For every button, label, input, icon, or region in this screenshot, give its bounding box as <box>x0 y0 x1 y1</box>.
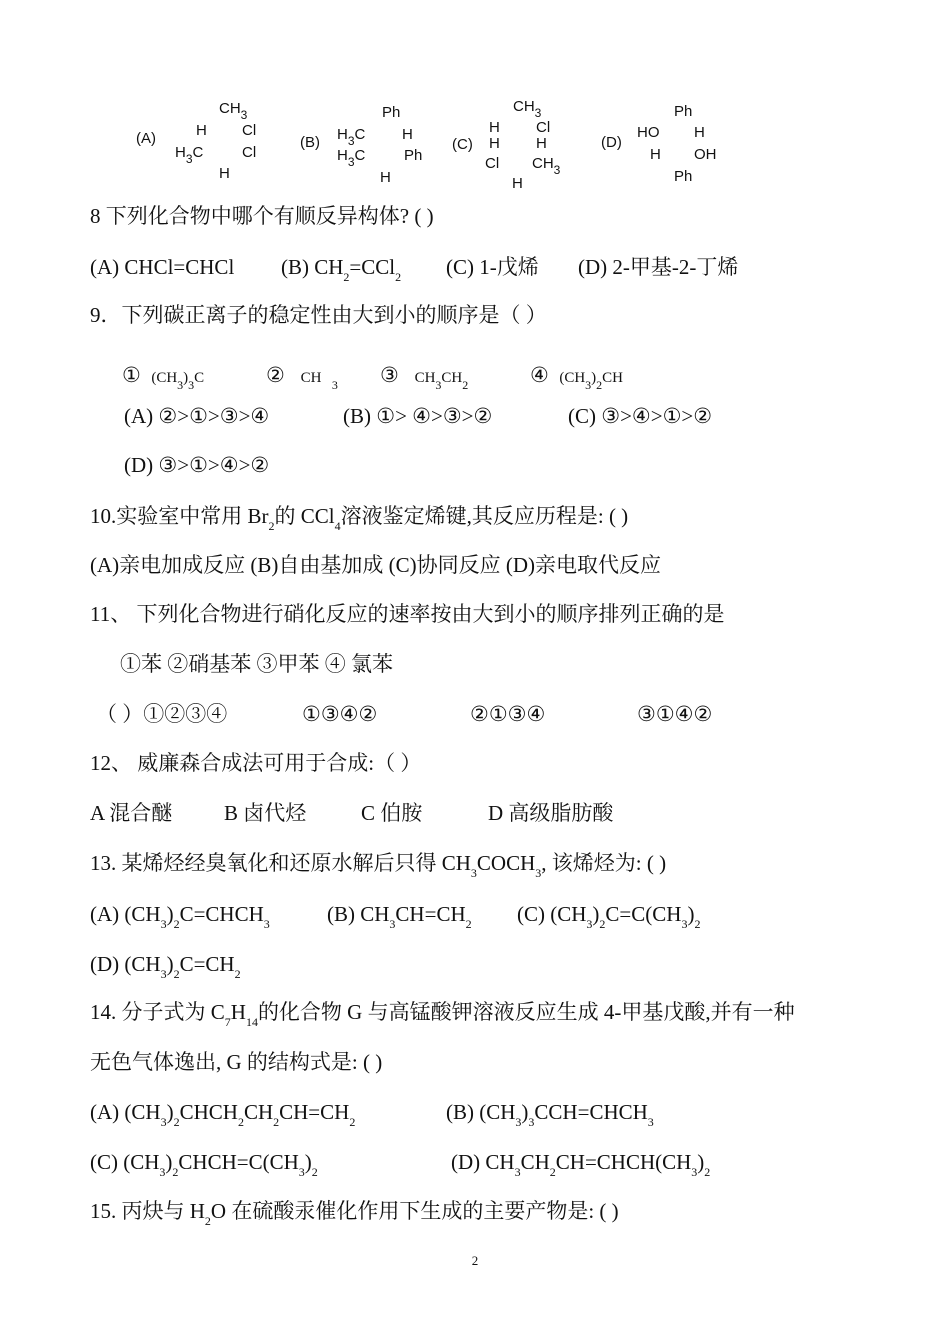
q10-stem: 10.实验室中常用 $Br_2$的 CCl$_4$溶液鉴定烯键,其反应历程是: ( ) <box>90 504 629 533</box>
q11-option-1: （ ）①②③④ <box>96 702 228 726</box>
structure-text: H <box>219 165 230 182</box>
structure-text: $H_3C$ <box>175 144 204 166</box>
q9-option-d: (D) ③>①>④>② <box>124 453 270 477</box>
q9-option-a: (A) ②>①>③>④ <box>124 404 270 428</box>
q8-option-a: (A) CHCl=CHCl <box>90 255 235 279</box>
structure-text: $CH_3$ <box>513 98 542 120</box>
structure-text: H <box>489 135 500 152</box>
q8-option-d: (D) 2-甲基-2-丁烯 <box>578 255 739 279</box>
structure-text: H <box>536 135 547 152</box>
q14-option-d: (D) $CH_3CH_2CH=CHCH(CH_3)_2$ <box>451 1150 711 1179</box>
q12-option-c: C 伯胺 <box>361 801 423 825</box>
structure-text: Ph <box>674 168 693 185</box>
q8-option-b: (B) $CH_2=CCl_2$ <box>281 255 402 284</box>
q13-option-d: (D) $(CH_3)_2C=CH_2$ <box>90 952 241 981</box>
q11-option-4: ③①④② <box>637 702 713 726</box>
option-label: (C) <box>452 136 473 153</box>
q13-option-b: (B) $CH_3CH=CH_2$ <box>327 902 472 931</box>
q11-stem: 11、 下列化合物进行硝化反应的速率按由大到小的顺序排列正确的是 <box>90 602 725 626</box>
q14-option-b: (B) $(CH_3)_3CCH=CHCH_3$ <box>446 1100 654 1129</box>
q9-option-b: (B) ①> ④>③>② <box>343 404 493 428</box>
q12-option-d: D 高级脂肪酸 <box>488 801 614 825</box>
q9-option-c: (C) ③>④>①>② <box>568 404 713 428</box>
q11-option-3: ②①③④ <box>470 702 546 726</box>
q14-option-a: (A) $(CH_3)_2CHCH_2CH_2CH=CH_2$ <box>90 1100 356 1129</box>
option-label: (D) <box>601 134 622 151</box>
structure-text: $H_3C$ <box>337 147 366 169</box>
structure-text: H <box>402 126 413 143</box>
q13-stem: 13. 某烯烃经臭氧化和还原水解后只得 $CH_3COCH_3$, 该烯烃为: ( ) <box>90 851 667 880</box>
q9-stem: 9．下列碳正离子的稳定性由大到小的顺序是（ ） <box>90 303 547 327</box>
q12-option-b: B 卤代烃 <box>224 801 307 825</box>
structure-text: Ph <box>674 103 693 120</box>
structure-text: Cl <box>536 119 551 136</box>
option-label: (B) <box>300 134 320 151</box>
q8-option-c: (C) 1-戊烯 <box>446 255 539 279</box>
q14-stem-line1: 14. 分子式为 $C_7H_{14}$的化合物 G 与高锰酸钾溶液反应生成 4-甲基戊酸,并有一种 <box>90 1000 795 1029</box>
q14-option-c: (C) $(CH_3)_2CHCH=C(CH_3)_2$ <box>90 1150 318 1179</box>
q13-option-c: (C) $(CH_3)_2C=C(CH_3)_2$ <box>517 902 701 931</box>
q15-stem: 15. 丙炔与 $H_2O$ 在硫酸汞催化作用下生成的主要产物是: ( ) <box>90 1199 619 1228</box>
q9-cation-1: ① $(CH_3)_3C$ <box>122 363 205 392</box>
structure-text: Ph <box>404 147 423 164</box>
structure-text: Cl <box>485 155 500 172</box>
q13-option-a: (A) $(CH_3)_2C=CHCH_3$ <box>90 902 270 931</box>
q12-option-a: A 混合醚 <box>90 801 173 825</box>
structure-text: $CH_3$ <box>219 100 248 122</box>
structure-text: H <box>380 169 391 186</box>
option-label: (A) <box>136 130 156 147</box>
q8-stem: 8 下列化合物中哪个有顺反异构体? ( ) <box>90 204 434 228</box>
q9-cation-3: ③ $CH_3CH_2$ <box>380 363 469 392</box>
q11-items: ①苯 ②硝基苯 ③甲苯 ④ 氯苯 <box>120 652 393 676</box>
structure-text: Cl <box>242 122 257 139</box>
q12-stem: 12、 威廉森合成法可用于合成:（ ） <box>90 751 422 775</box>
q14-stem-line2: 无色气体逸出, G 的结构式是: ( ) <box>90 1050 383 1074</box>
q9-cation-2: ② CH $_3$ <box>266 363 338 392</box>
structure-text: H <box>489 119 500 136</box>
structure-text: H <box>650 146 661 163</box>
structure-text: Cl <box>242 144 257 161</box>
structure-text: Ph <box>382 104 401 121</box>
q9-cation-4: ④ $(CH_3)_2CH$ <box>530 363 624 392</box>
structure-text: H <box>694 124 705 141</box>
structure-text: HO <box>637 124 660 141</box>
structure-text: OH <box>694 146 717 163</box>
structure-text: H <box>196 122 207 139</box>
structure-text: $CH_3$ <box>532 155 561 177</box>
structure-text: H <box>512 175 523 192</box>
structure-text: $H_3C$ <box>337 126 366 148</box>
page-number: 2 <box>471 1253 479 1268</box>
q11-option-2: ①③④② <box>302 702 378 726</box>
q10-options: (A)亲电加成反应 (B)自由基加成 (C)协同反应 (D)亲电取代反应 <box>90 553 662 577</box>
